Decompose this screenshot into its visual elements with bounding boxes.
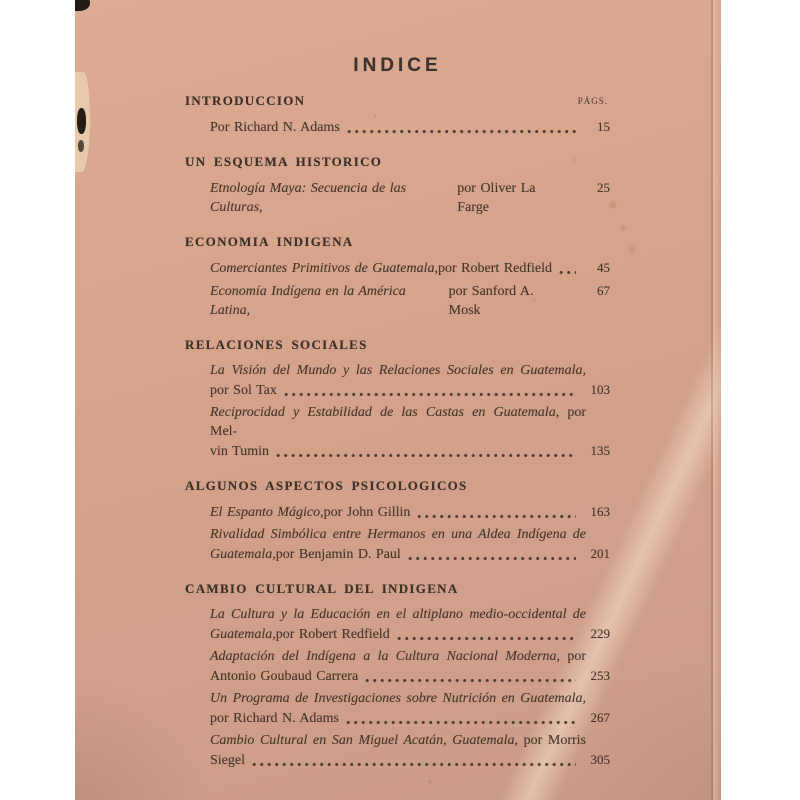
toc-entry [210,258,610,278]
section-heading: ALGUNOS ASPECTOS PSICOLOGICOS [185,478,468,493]
toc-entry-line [210,258,610,278]
dot-leader [559,270,576,275]
entry-title-text: Un Programa de Investigaciones sobre Nutrición en Guatemala, [210,691,586,706]
section-heading: CAMBIO CULTURAL DEL INDIGENA [185,581,459,596]
entry-author-text: por Sanford A. Mosk [448,284,534,318]
entry-author-text: por Sol Tax [210,383,277,398]
page-number: 135 [590,443,610,458]
page-number: 201 [590,546,610,561]
entry-author-text: por Robert Redfield [438,261,552,276]
page-crease [711,0,713,800]
toc-entry-line [210,605,586,624]
toc-entry-line [210,281,610,320]
toc-entry [210,178,610,217]
toc-section [185,479,610,564]
toc-entry [210,502,610,522]
toc-entry [210,361,610,400]
dot-leader [252,762,576,767]
staple-mark-small [78,140,84,152]
entry-title-text: Cambio Cultural en San Miguel Acatán, Guatemala, [210,733,518,748]
toc-section [185,582,610,770]
toc-entry [210,605,610,644]
toc-entry-line [210,502,610,522]
toc-entry-line [210,544,610,564]
toc-entry-line [210,380,610,400]
entry-author-text: por Benjamin D. Paul [275,547,401,562]
page-title: INDICE [353,55,442,76]
entry-author-text: por John Gillin [323,505,411,520]
entry-author-text: por Mel- [210,405,586,439]
toc-entry-line [210,178,610,217]
page-number: 229 [590,626,610,641]
book-page [75,0,721,800]
toc-entry [210,647,610,686]
entry-author-text: por Richard N. Adams [210,711,339,726]
toc-entry-line [210,441,610,461]
entry-title-text: La Visión del Mundo y las Relaciones Sociales en Guatemala, [210,363,586,378]
toc-entry [210,281,610,320]
entry-author-text: Por Richard N. Adams [210,120,340,135]
page-number: 163 [590,504,610,519]
dot-leader [346,720,576,725]
toc-entry [210,525,610,564]
dot-leader [347,129,576,134]
toc-entry [210,731,610,770]
entry-title-text: El Espanto Mágico, [210,505,324,520]
staple-mark [77,108,86,134]
toc-entry-line [210,525,586,544]
page-number: 103 [590,382,610,397]
dot-leader [417,514,576,519]
toc-section [185,235,610,320]
section-heading: ECONOMIA INDIGENA [185,234,354,249]
dot-leader [276,453,576,458]
toc-entry-line [210,624,610,644]
toc-entry [210,117,610,137]
entry-title-text: Rivalidad Simbólica entre Hermanos en una Aldea Indígena de [210,527,586,542]
toc-entry [210,403,610,461]
pages-column-label: PÁGS. [577,96,608,106]
toc-section [185,94,610,137]
toc-entry-line [210,647,586,666]
dot-leader [408,556,576,561]
toc-content [185,54,610,788]
entry-author-text: Antonio Goubaud Carrera [210,669,359,684]
entry-author-text: vin Tumin [210,444,269,459]
section-heading: INTRODUCCION [185,93,306,108]
toc-entry-line [210,403,586,441]
entry-title-text: Comerciantes Primitivos de Guatemala, [210,261,439,276]
toc-entry-line [210,666,610,686]
toc-entry-line [210,731,586,750]
toc-entry-line [210,750,610,770]
binding-mark-top [75,0,90,11]
page-right-edge [713,0,721,800]
toc-sections [185,94,610,770]
entry-title-text: Adaptación del Indígena a la Cultura Nacional Moderna, [210,649,561,664]
entry-author-text: por Oliver La Farge [457,181,536,215]
page-number: 305 [590,752,610,767]
page-number: 67 [597,283,610,298]
page-number: 15 [597,119,610,134]
entry-title-text: Reciprocidad y Estabilidad de las Castas en Guatemala, [210,405,560,420]
dot-leader [284,392,576,397]
page-number: 45 [597,260,610,275]
toc-entry-line [210,117,610,137]
page-number: 267 [590,710,610,725]
entry-author-text: Siegel [210,753,245,768]
entry-title-text: Economía Indígena en la América Latina, [210,284,406,318]
toc-section [185,338,610,461]
entry-title-text: La Cultura y la Educación en el altiplano medio-occidental de [210,607,586,622]
toc-entry-line [210,689,586,708]
section-heading: RELACIONES SOCIALES [185,337,368,352]
page-number: 25 [597,180,610,195]
entry-title-text: Etnología Maya: Secuencia de las Culturas, [210,181,407,215]
entry-author-text: por [560,649,586,664]
page-number: 253 [590,668,610,683]
toc-entry [210,689,610,728]
entry-title-text: Guatemala, [210,627,276,642]
entry-author-text: por Morris [517,733,586,748]
section-heading: UN ESQUEMA HISTORICO [185,154,383,169]
entry-author-text: por Robert Redfield [275,627,390,642]
entry-title-text: Guatemala, [210,547,276,562]
toc-entry-line [210,708,610,728]
toc-section [185,155,610,217]
toc-entry-line [210,361,586,380]
dot-leader [365,678,576,683]
dot-leader [397,636,576,641]
